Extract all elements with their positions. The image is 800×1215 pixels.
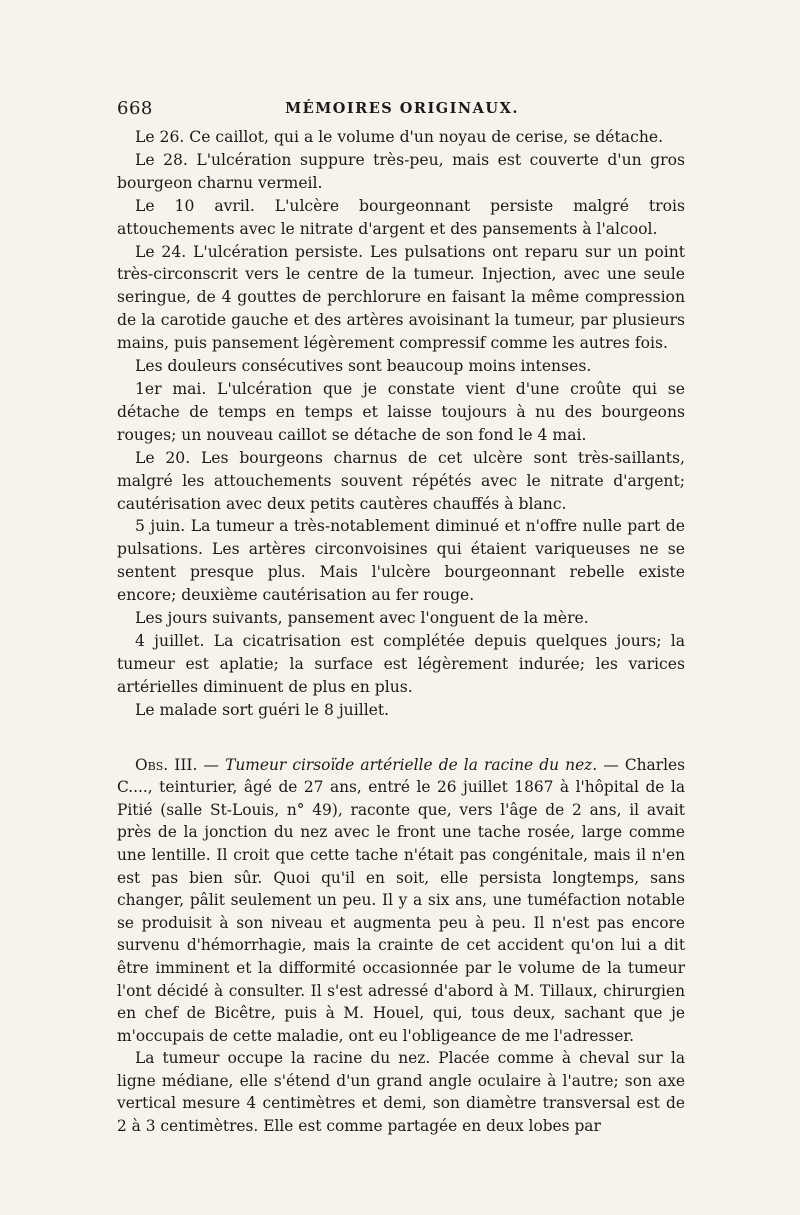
observation-text: — Charles C...., teinturier, âgé de 27 ans, entré le 26 juillet 1867 à l'hôpital de la Pitié (salle St-Louis, n° 49), raconte que, vers l'âge de 2 ans, il avait près de la jonction du nez avec le front une tache rosée, large comme une lentille. Il croit que cette tache n'était pas congénitale, mais il n'en est pas bien sûr. Quoi qu'il en soit, elle persista longtemps, sans changer, pâlit seulement un peu. Il y a six ans, une tuméfaction notable se produisit à son niveau et augmenta peu à peu. Il n'est pas encore survenu d'hémorrhagie, mais la crainte de cet accident qu'on lui a dit être imminent et la difformité occasionnée par le volume de la tumeur l'ont décidé à consulter. Il s'est adressé d'abord à M. Tillaux, chirurgien en chef de Bicêtre, puis à M. Houel, qui, tous deux, sachant que je m'occupais de cette maladie, ont eu l'obligeance de me l'adresser. [117, 755, 685, 1045]
observation-paragraph [117, 754, 685, 1048]
paragraph: 4 juillet. La cicatrisation est complétée depuis quelques jours; la tumeur est aplatie; la surface est légèrement indurée; les varices artérielles diminuent de plus en plus. [117, 631, 685, 696]
observation-paragraph: La tumeur occupe la racine du nez. Placée comme à cheval sur la ligne médiane, elle s'étend d'un grand angle oculaire à l'autre; son axe vertical mesure 4 centimètres et demi, son diamètre transversal est de 2 à 3 centimètres. Elle est comme partagée en deux lobes par [117, 1049, 685, 1136]
paragraph: Le 28. L'ulcération suppure très-peu, mais est couverte d'un gros bourgeon charnu vermeil. [117, 150, 685, 192]
observation-title: Tumeur cirsoïde artérielle de la racine du nez. [225, 755, 598, 774]
paragraph: Le 20. Les bourgeons charnus de cet ulcère sont très-saillants, malgré les attouchements souvent répétés avec le nitrate d'argent; cautérisation avec deux petits cautères chauffés à blanc. [117, 448, 685, 513]
paragraph: 5 juin. La tumeur a très-notablement diminué et n'offre nulle part de pulsations. Les artères circonvoisines qui étaient variqueuses ne se sentent presque plus. Mais l'ulcère bourgeonnant rebelle existe encore; deuxième cautérisation au fer rouge. [117, 517, 685, 605]
section-gap [117, 722, 685, 754]
page-header [117, 98, 687, 124]
paragraph: Les jours suivants, pansement avec l'onguent de la mère. [135, 609, 589, 628]
paragraph: Le 24. L'ulcération persiste. Les pulsations ont reparu sur un point très-circonscrit vers le centre de la tumeur. Injection, avec une seule seringue, de 4 gouttes de perchlorure en faisant la même compression de la carotide gauche et des artères avoisinant la tumeur, par plusieurs mains, puis pansement légèrement compressif comme les autres fois. [117, 242, 685, 353]
page-number: 668 [117, 98, 153, 119]
paragraph: Les douleurs consécutives sont beaucoup moins intenses. [135, 357, 592, 376]
paragraph: Le 10 avril. L'ulcère bourgeonnant persiste malgré trois attouchements avec le nitrate d'argent et des pansements à l'alcool. [117, 196, 685, 238]
running-title: MÉMOIRES ORIGINAUX. [285, 100, 519, 117]
page-body [117, 126, 685, 1138]
paragraph: Le 26. Ce caillot, qui a le volume d'un noyau de cerise, se détache. [135, 128, 664, 146]
paragraph: Le malade sort guéri le 8 juillet. [135, 700, 390, 719]
observation-label: Obs. III. — [135, 755, 219, 774]
paragraph: 1er mai. L'ulcération que je constate vient d'une croûte qui se détache de temps en temps et laisse toujours à nu des bourgeons rouges; un nouveau caillot se détache de son fond le 4 mai. [117, 379, 685, 444]
